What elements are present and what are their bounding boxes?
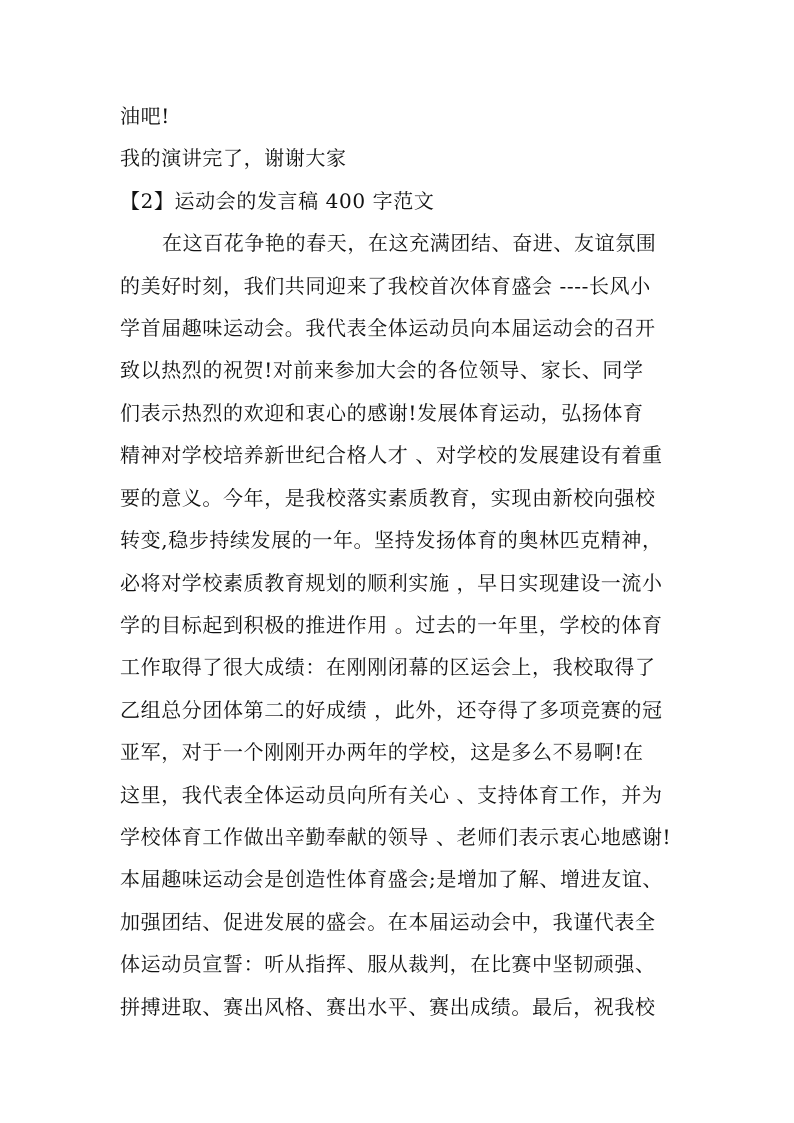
paragraph-line: 拼搏进取、赛出风格、赛出水平、赛出成绩。最后，祝我校 [120,995,656,1019]
text-line: 油吧! [120,104,170,128]
paragraph-line: 学首届趣味运动会。我代表全体运动员向本届运动会的召开 [120,316,656,340]
paragraph-line: 必将对学校素质教育规划的顺利实施 ，早日实现建设一流小 [120,571,663,595]
paragraph-line: 学校体育工作做出辛勤奉献的领导 、老师们表示衷心地感谢! [120,825,672,849]
paragraph-line: 工作取得了很大成绩：在刚刚闭幕的区运会上，我校取得了 [120,655,656,679]
paragraph-line: 精神对学校培养新世纪合格人才 、对学校的发展建设有着重 [120,443,663,467]
paragraph-line: 们表示热烈的欢迎和衷心的感谢!发展体育运动，弘扬体育 [120,401,644,425]
paragraph-line: 要的意义。今年，是我校落实素质教育，实现由新校向强校 [120,486,656,510]
paragraph-line: 致以热烈的祝贺!对前来参加大会的各位领导、家长、同学 [120,358,644,382]
section-heading: 【2】运动会的发言稿 400 字范文 [120,189,435,213]
text-line: 我的演讲完了，谢谢大家 [120,146,347,170]
paragraph-line: 这里，我代表全体运动员向所有关心 、支持体育工作，并为 [120,783,663,807]
paragraph-line: 乙组总分团体第二的好成绩 ，此外，还夺得了多项竞赛的冠 [120,698,663,722]
paragraph-line: 学的目标起到积极的推进作用 。过去的一年里，学校的体育 [120,613,663,637]
paragraph-line: 转变,稳步持续发展的一年。坚持发扬体育的奥林匹克精神， [120,528,663,552]
paragraph-line: 体运动员宣誓：听从指挥、服从裁判，在比赛中坚韧顽强、 [120,952,656,976]
paragraph-line: 本届趣味运动会是创造性体育盛会;是增加了解、增进友谊、 [120,867,663,891]
paragraph-line: 亚军，对于一个刚刚开办两年的学校，这是多么不易啊!在 [120,740,644,764]
paragraph-first-line: 在这百花争艳的春天，在这充满团结、奋进、友谊氛围 [162,231,657,255]
paragraph-line: 加强团结、促进发展的盛会。在本届运动会中，我谨代表全 [120,910,656,934]
paragraph-line: 的美好时刻，我们共同迎来了我校首次体育盛会 ----长风小 [120,274,651,298]
